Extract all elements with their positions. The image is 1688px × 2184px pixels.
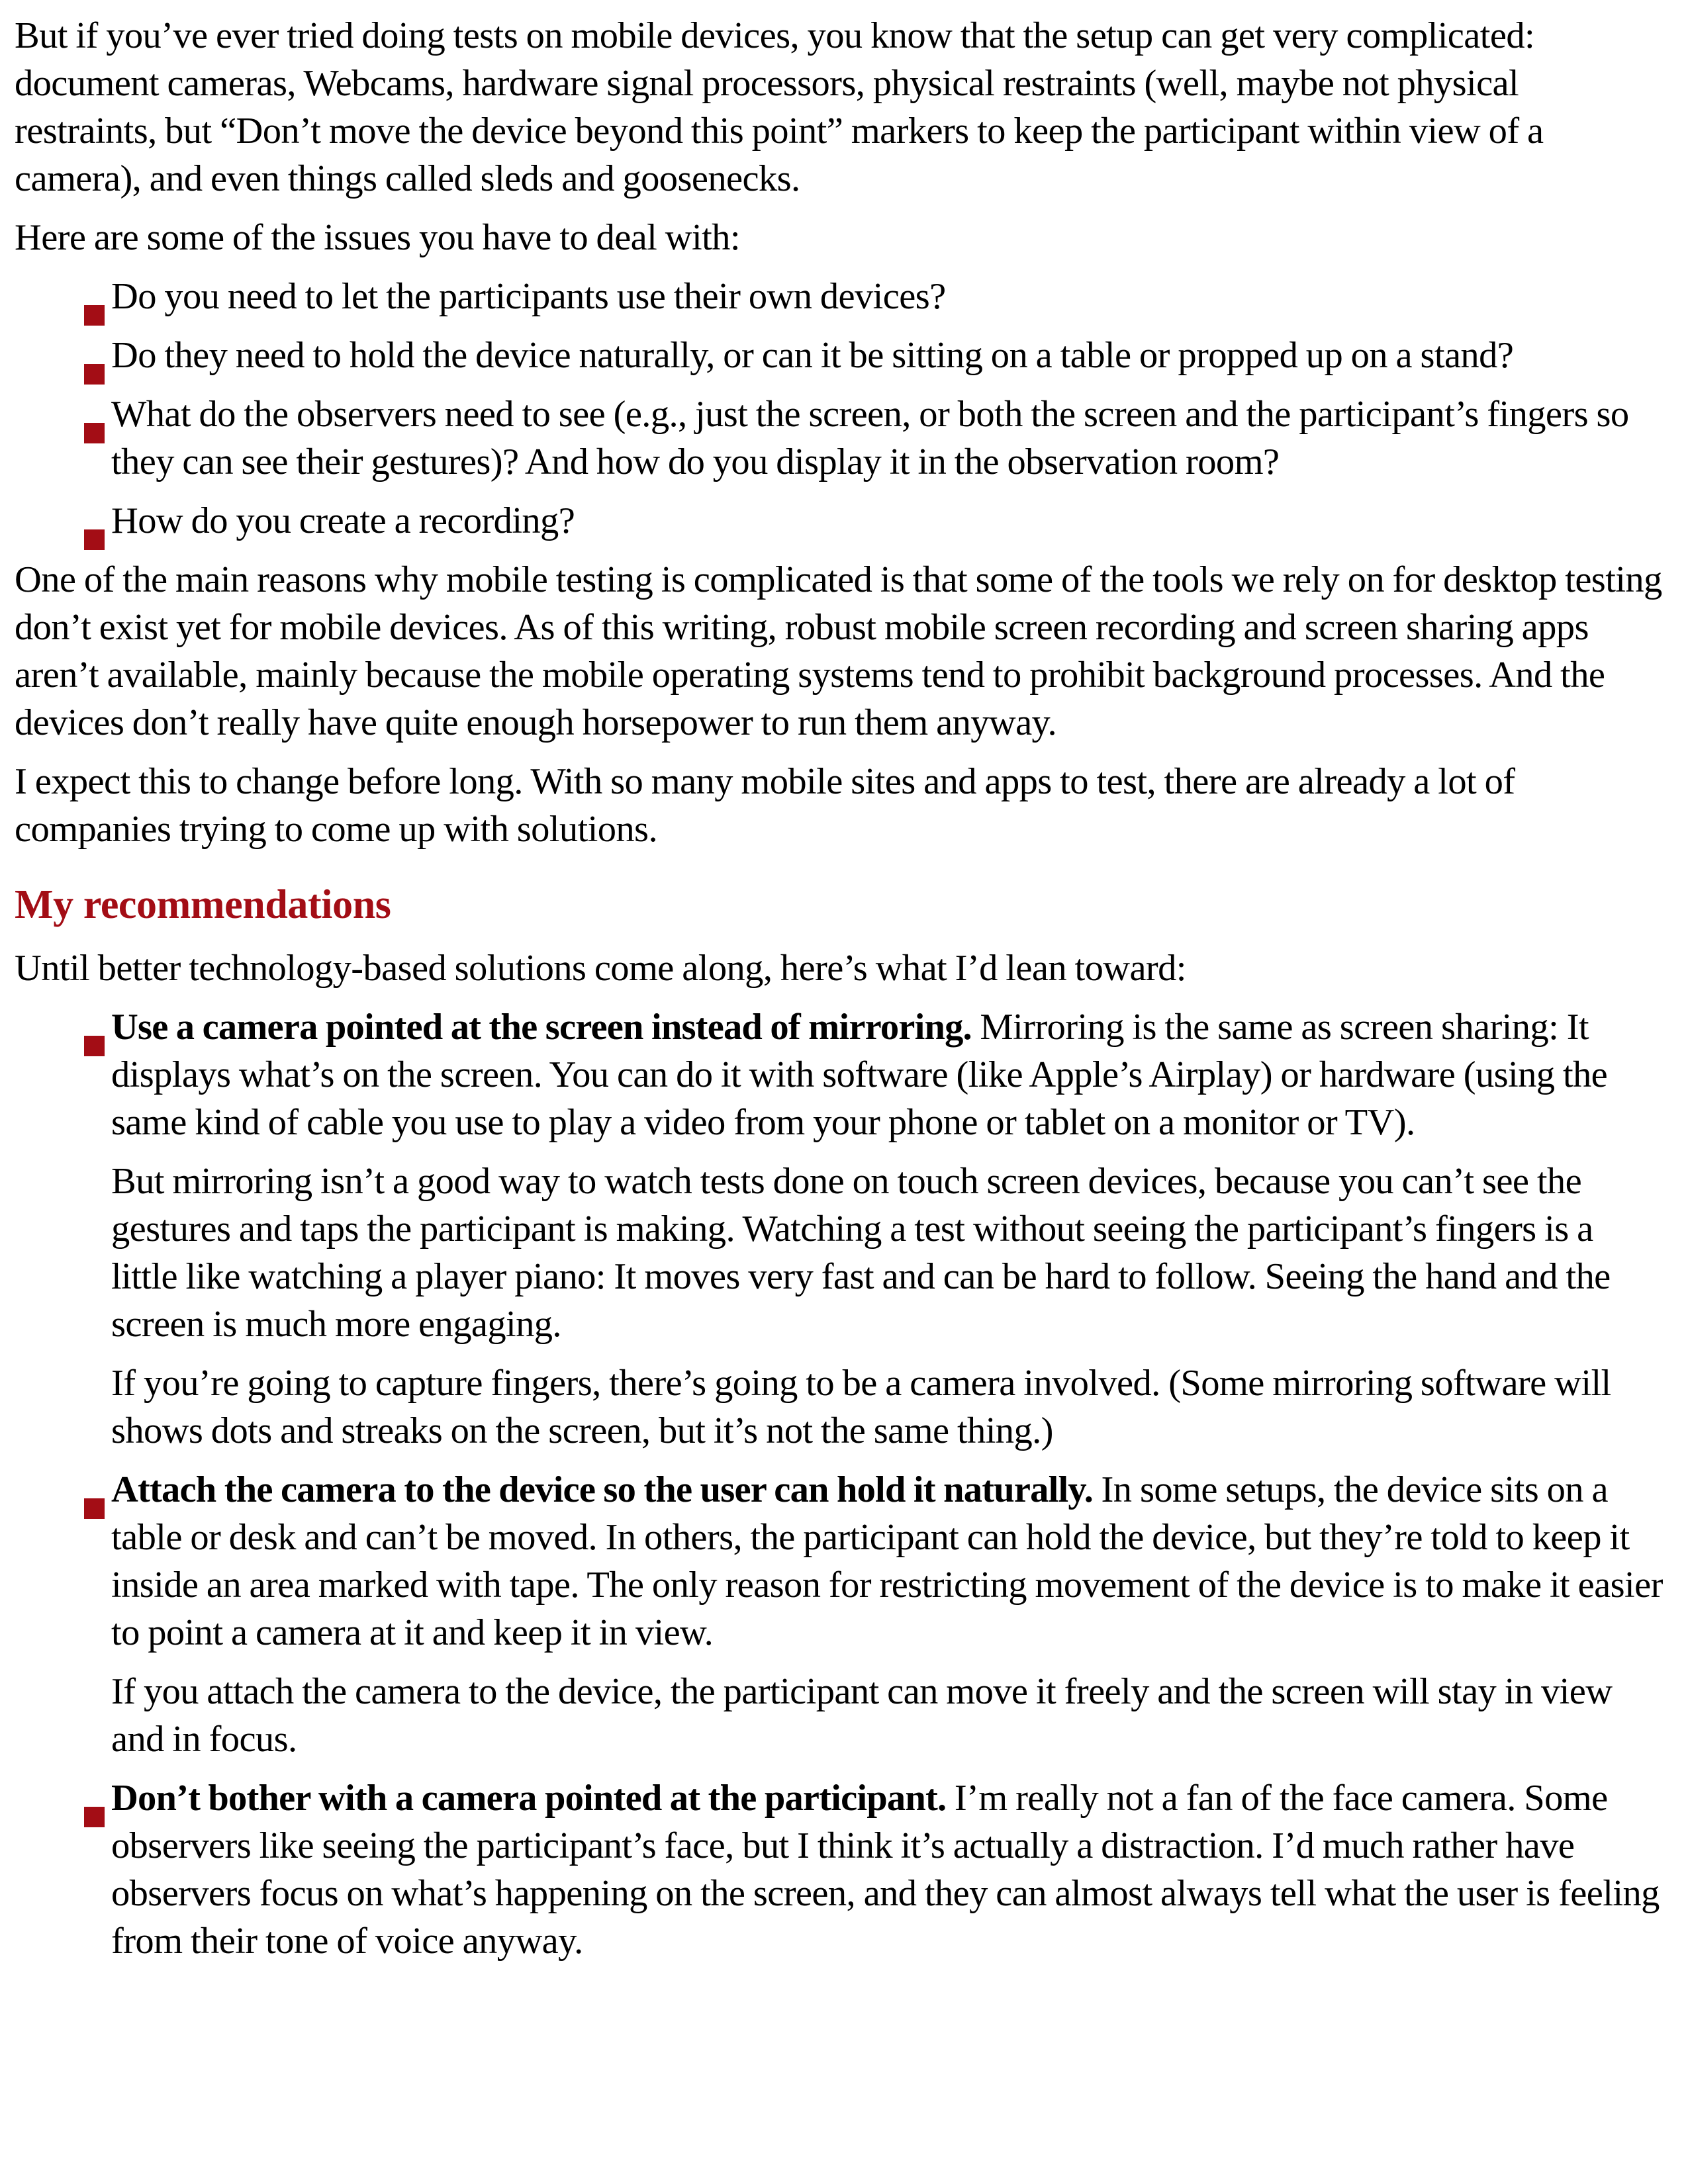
document-page — [15, 12, 1663, 1976]
square-bullet-icon — [84, 364, 105, 385]
list-item — [15, 273, 1663, 320]
recommendation-detail: If you’re going to capture fingers, there’s going to be a camera involved. (Some mirroring software will shows dots and streaks on the screen, but it’s not the same thing.) — [111, 1363, 1611, 1451]
list-item-text: Do you need to let the participants use their own devices? — [111, 276, 946, 317]
list-item-text: What do the observers need to see (e.g., just the screen, or both the screen and the participant’s fingers so they can see their gestures)? And how do you display it in the observation room? — [111, 394, 1629, 482]
square-bullet-icon — [84, 423, 105, 443]
square-bullet-icon — [84, 305, 105, 326]
recommendation-detail: If you attach the camera to the device, the participant can move it freely and the screen will stay in view and in focus. — [111, 1671, 1613, 1760]
issues-intro: Here are some of the issues you have to deal with: — [15, 217, 740, 258]
recommendation-detail: But mirroring isn’t a good way to watch tests done on touch screen devices, because you can’t see the gestures and taps the participant is making. Watching a test without seeing the participant’s fingers is a little like watching a player piano: It moves very fast and can be hard to follow. Seeing the hand and the screen is much more engaging. — [111, 1161, 1611, 1345]
square-bullet-icon — [84, 1807, 105, 1827]
recommendation-title: Use a camera pointed at the screen instead of mirroring. — [111, 1007, 972, 1048]
recommendation-title: Don’t bother with a camera pointed at the participant. — [111, 1778, 947, 1819]
recommendation-text: I’m really not a fan of the face camera. Some observers like seeing the participant’s face, but I think it’s actually a distraction. I’d much rather have observers focus on what’s happening on the screen, and they can almost always tell what the user is feeling from their tone of voice anyway. — [111, 1778, 1660, 1962]
square-bullet-icon — [84, 1036, 105, 1056]
recommendations-list — [15, 1003, 1663, 1965]
intro-paragraph: But if you’ve ever tried doing tests on mobile devices, you know that the setup can get very complicated: document cameras, Webcams, hardware signal processors, physical restraints (well, maybe not physical restraints, but “Don’t move the device beyond this point” markers to keep the participant within view of a camera), and even things called sleds and goosenecks. — [15, 15, 1544, 199]
square-bullet-icon — [84, 1498, 105, 1519]
recommendation-text: Mirroring is the same as screen sharing: It displays what’s on the screen. You can do it with software (like Apple’s Airplay) or hardware (using the same kind of cable you use to play a video from your phone or tablet on a monitor or TV). — [111, 1007, 1608, 1143]
list-item — [15, 332, 1663, 379]
issues-list — [15, 273, 1663, 545]
list-item-text: How do you create a recording? — [111, 500, 575, 541]
list-item — [15, 497, 1663, 545]
recommendation-item — [15, 1774, 1663, 1965]
recommendations-intro: Until better technology-based solutions come along, here’s what I’d lean toward: — [15, 948, 1186, 989]
list-item-text: Do they need to hold the device naturally, or can it be sitting on a table or propped up on a stand? — [111, 335, 1514, 376]
body-paragraph: One of the main reasons why mobile testing is complicated is that some of the tools we rely on for desktop testing don’t exist yet for mobile devices. As of this writing, robust mobile screen recording and screen sharing apps aren’t available, mainly because the mobile operating systems tend to prohibit background processes. And the devices don’t really have quite enough horsepower to run them anyway. — [15, 559, 1662, 743]
recommendation-text: In some setups, the device sits on a table or desk and can’t be moved. In others, the participant can hold the device, but they’re told to keep it inside an area marked with tape. The only reason for restricting movement of the device is to make it easier to point a camera at it and keep it in view. — [111, 1469, 1663, 1653]
section-heading: My recommendations — [15, 882, 391, 927]
recommendation-item — [15, 1003, 1663, 1146]
body-paragraph: I expect this to change before long. With so many mobile sites and apps to test, there are already a lot of companies trying to come up with solutions. — [15, 761, 1515, 850]
recommendation-title: Attach the camera to the device so the user can hold it naturally. — [111, 1469, 1094, 1510]
recommendation-item — [15, 1466, 1663, 1657]
square-bullet-icon — [84, 529, 105, 550]
list-item — [15, 390, 1663, 486]
